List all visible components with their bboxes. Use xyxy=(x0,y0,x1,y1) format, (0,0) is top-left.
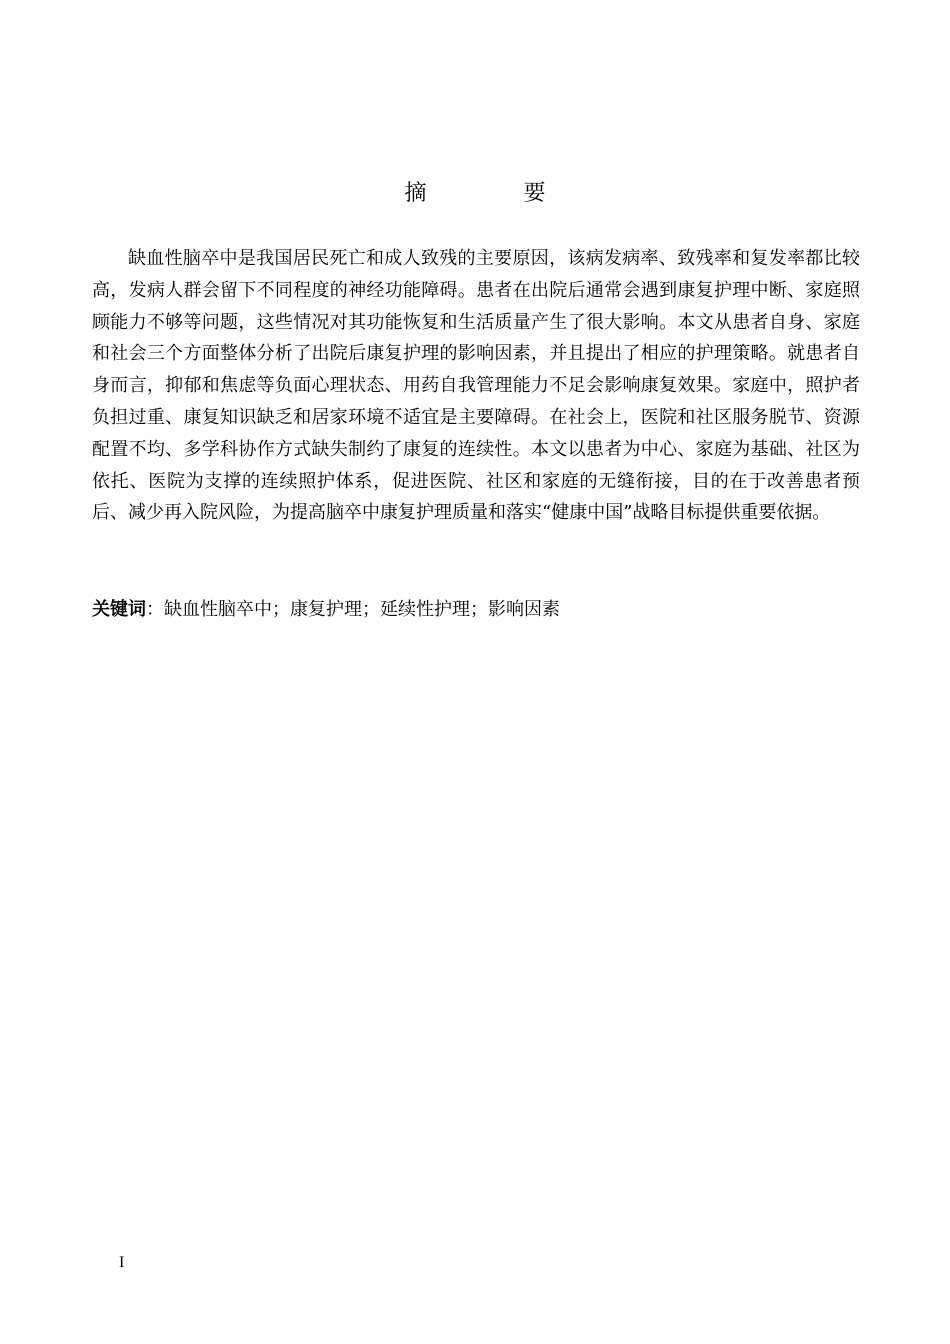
keywords-separator: ： xyxy=(146,599,164,620)
page-number: I xyxy=(119,1254,125,1271)
keywords-line xyxy=(92,594,860,625)
abstract-title: 摘 要 xyxy=(404,181,591,206)
abstract-body: 缺血性脑卒中是我国居民死亡和成人致残的主要原因，该病发病率、致残率和复发率都比较高，发病人群会留下不同程度的神经功能障碍。患者在出院后通常会遇到康复护理中断、家庭照顾能力不够等问题，这些情况对其功能恢复和生活质量产生了很大影响。本文从患者自身、家庭和社会三个方面整体分析了出院后康复护理的影响因素，并且提出了相应的护理策略。就患者自身而言，抑郁和焦虑等负面心理状态、用药自我管理能力不足会影响康复效果。家庭中，照护者负担过重、康复知识缺乏和居家环境不适宜是主要障碍。在社会上，医院和社区服务脱节、资源配置不均、多学科协作方式缺失制约了康复的连续性。本文以患者为中心、家庭为基础、社区为依托、医院为支撑的连续照护体系，促进医院、社区和家庭的无缝衔接，目的在于改善患者预后、减少再入院风险，为提高脑卒中康复护理质量和落实“健康中国”战略目标提供重要依据。 xyxy=(92,248,860,524)
keywords-label: 关键词 xyxy=(92,599,146,620)
keywords-list: 缺血性脑卒中；康复护理；延续性护理；影响因素 xyxy=(164,599,560,620)
